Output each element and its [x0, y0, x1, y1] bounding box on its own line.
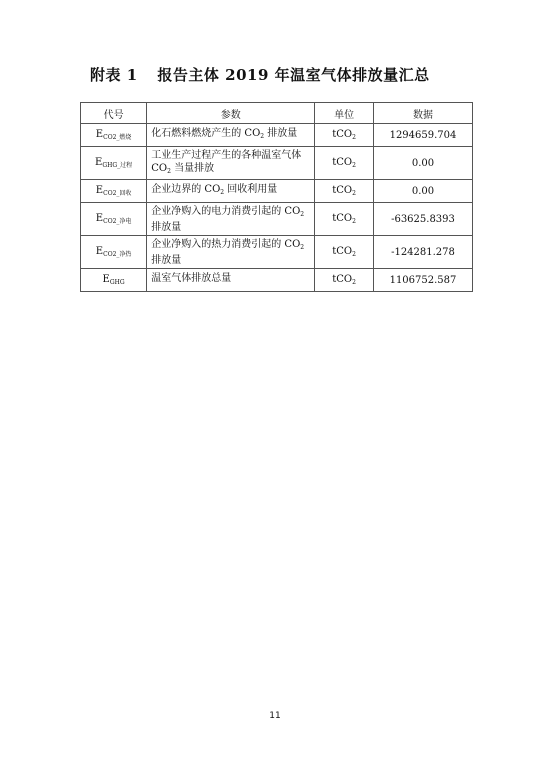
- header-unit: 单位: [315, 103, 374, 124]
- code-symbol: E: [95, 213, 104, 224]
- code-symbol: E: [95, 185, 104, 196]
- cell-parameter: [147, 269, 315, 292]
- cell-unit: [315, 236, 374, 269]
- cell-code: [81, 269, 147, 292]
- table-header-row: [81, 103, 473, 124]
- table-row: [81, 236, 473, 269]
- table-title-text: 报告主体 2019 年温室气体排放量汇总: [157, 66, 430, 84]
- cell-value: 1106752.587: [373, 269, 472, 292]
- table-row: [81, 269, 473, 292]
- param-text: 化石燃料燃烧产生的 CO: [151, 128, 261, 139]
- header-code: 代号: [81, 103, 147, 124]
- code-symbol: E: [95, 157, 103, 168]
- param-subscript: 2: [300, 210, 305, 218]
- code-subscript: GHG_过程: [102, 162, 133, 169]
- cell-unit: [315, 269, 374, 292]
- code-symbol: E: [102, 274, 110, 285]
- param-text: 工业生产过程产生的各种温室气体 CO: [151, 149, 302, 174]
- header-parameter: 参数: [147, 103, 315, 124]
- emissions-summary-table: [80, 102, 473, 292]
- cell-parameter: [147, 203, 315, 236]
- unit-text: tCO: [332, 157, 353, 168]
- cell-value: -63625.8393: [373, 203, 472, 236]
- unit-subscript: 2: [352, 251, 356, 258]
- code-subscript: CO2_净电: [103, 218, 132, 225]
- param-text: 企业净购入的电力消费引起的 CO: [151, 205, 301, 217]
- param-text-rest: 回收利用量: [224, 184, 278, 195]
- cell-code: [81, 203, 147, 236]
- unit-subscript: 2: [352, 218, 356, 225]
- table-row: [81, 180, 473, 203]
- param-text: 企业净购入的热力消费引起的 CO: [151, 238, 301, 250]
- unit-subscript: 2: [352, 162, 356, 169]
- cell-code: [81, 236, 147, 269]
- table-title-label: 附表 1: [90, 66, 138, 84]
- unit-subscript: 2: [352, 279, 356, 286]
- cell-unit: [315, 180, 374, 203]
- cell-parameter: [147, 147, 315, 180]
- param-subscript: 2: [260, 133, 265, 140]
- table-row: [81, 147, 473, 180]
- cell-unit: [315, 147, 374, 180]
- unit-text: tCO: [332, 274, 353, 285]
- unit-text: tCO: [332, 246, 353, 257]
- code-subscript: GHG: [109, 279, 125, 286]
- cell-unit: [315, 124, 374, 147]
- param-subscript: 2: [167, 167, 171, 175]
- code-symbol: E: [95, 129, 104, 140]
- code-subscript: CO2_净热: [103, 251, 132, 258]
- cell-value: 1294659.704: [373, 124, 472, 147]
- cell-parameter: [147, 124, 315, 147]
- cell-code: [81, 180, 147, 203]
- cell-value: 0.00: [373, 180, 472, 203]
- cell-code: [81, 124, 147, 147]
- table-row: [81, 203, 473, 236]
- cell-value: -124281.278: [373, 236, 472, 269]
- param-text-rest: 排放量: [264, 128, 298, 139]
- unit-text: tCO: [332, 213, 353, 224]
- unit-subscript: 2: [352, 190, 356, 197]
- cell-code: [81, 147, 147, 180]
- param-text-rest: 排放量: [151, 221, 182, 233]
- unit-subscript: 2: [352, 134, 356, 141]
- code-subscript: CO2_燃烧: [103, 134, 132, 141]
- cell-parameter: [147, 180, 315, 203]
- param-text: 温室气体排放总量: [151, 273, 232, 284]
- cell-parameter: [147, 236, 315, 269]
- param-subscript: 2: [220, 189, 225, 196]
- cell-value: 0.00: [373, 147, 472, 180]
- unit-text: tCO: [332, 185, 353, 196]
- table-row: [81, 124, 473, 147]
- header-value: 数据: [373, 103, 472, 124]
- param-text: 企业边界的 CO: [151, 184, 221, 195]
- table-title: [90, 64, 430, 85]
- code-symbol: E: [95, 246, 104, 257]
- code-subscript: CO2_回收: [103, 190, 132, 197]
- param-subscript: 2: [300, 243, 305, 251]
- page-number: 11: [269, 711, 281, 721]
- param-text-rest: 排放量: [151, 254, 182, 266]
- cell-unit: [315, 203, 374, 236]
- unit-text: tCO: [332, 129, 353, 140]
- param-text-rest: 当量排放: [170, 162, 215, 174]
